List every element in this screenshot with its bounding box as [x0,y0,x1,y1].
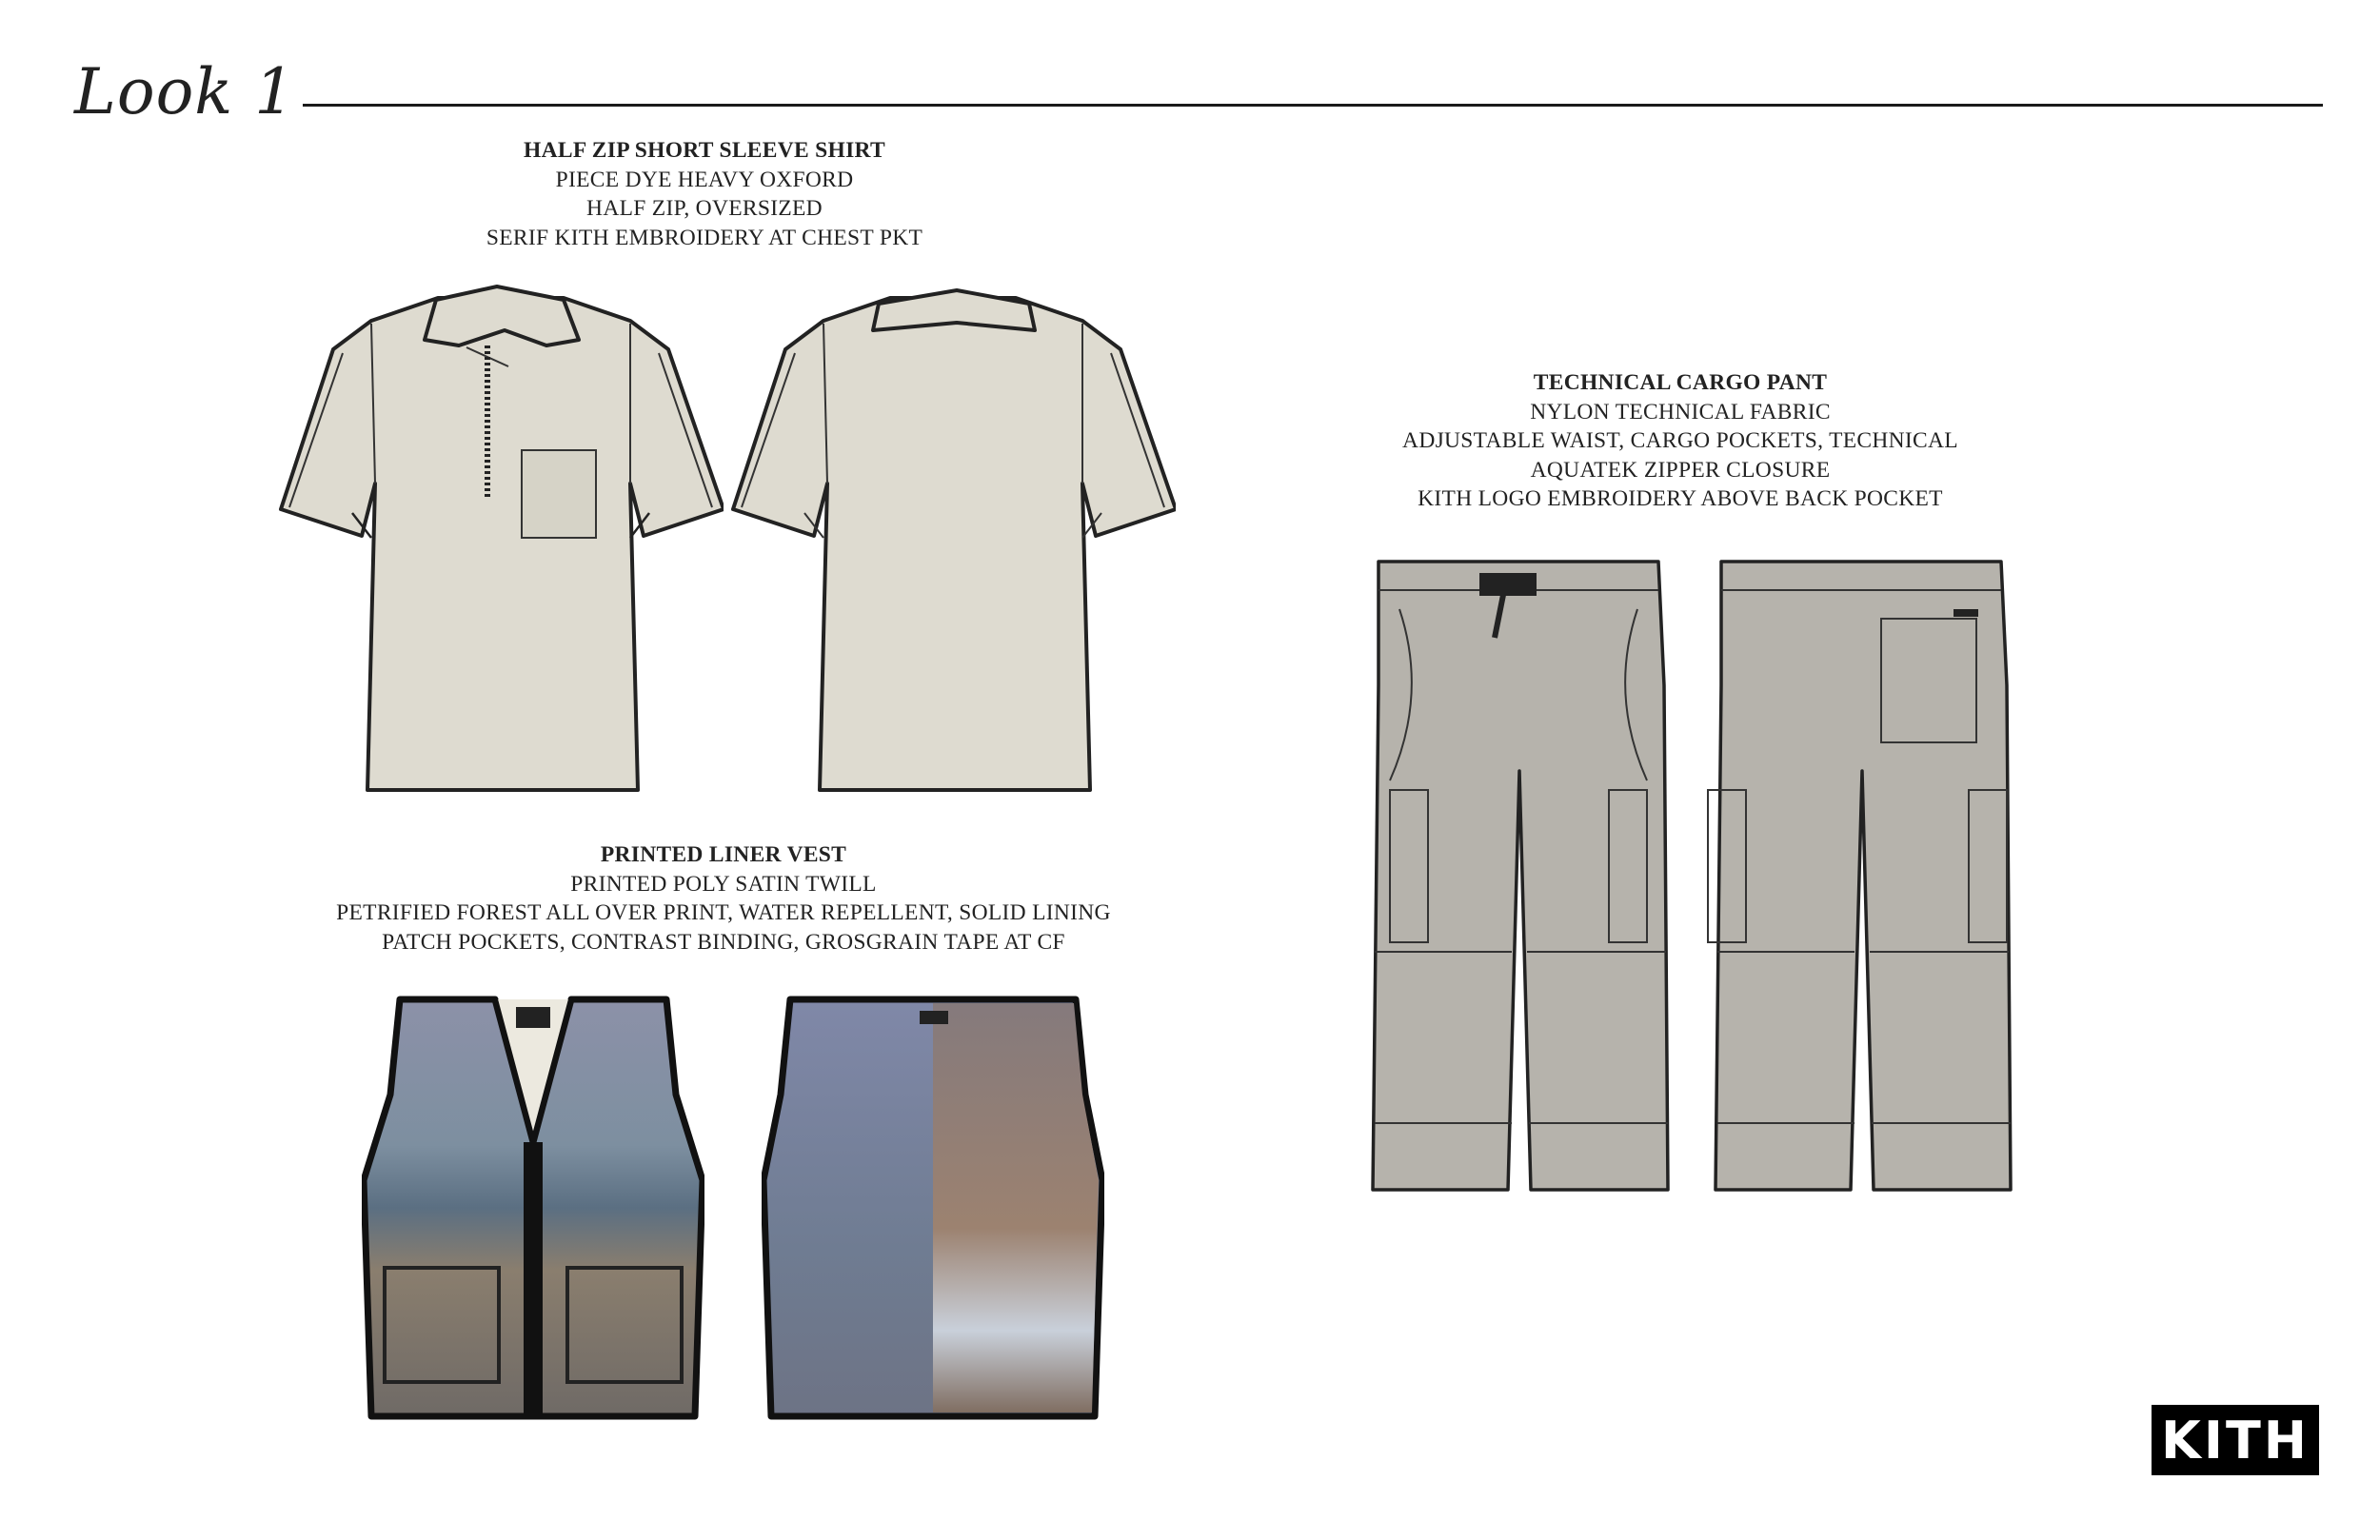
shirt-front-sketch [276,281,724,800]
vest-detail: PATCH POCKETS, CONTRAST BINDING, GROSGRAIN TAPE AT CF [382,929,1065,955]
vest-detail: PETRIFIED FOREST ALL OVER PRINT, WATER REPELLENT, SOLID LINING [336,900,1111,925]
shirt-name: HALF ZIP SHORT SLEEVE SHIRT [524,138,885,163]
pant-spec [1299,368,2061,514]
pant-front-sketch [1361,552,1676,1199]
shirt-spec [324,136,1085,252]
pant-name: TECHNICAL CARGO PANT [1533,370,1828,395]
vest-spec [200,840,1247,957]
shirt-back-sketch [728,281,1176,800]
pant-detail: NYLON TECHNICAL FABRIC [1530,399,1831,424]
brand-logo: KITH [2152,1405,2319,1475]
page-title: Look 1 [74,55,296,128]
pant-detail: ADJUSTABLE WAIST, CARGO POCKETS, TECHNICAL [1402,428,1958,453]
shirt-detail: PIECE DYE HEAVY OXFORD [555,167,854,192]
vest-detail: PRINTED POLY SATIN TWILL [570,871,877,897]
vest-front-sketch [362,990,704,1437]
title-divider [303,104,2323,107]
pant-back-sketch [1704,552,2018,1199]
shirt-detail: SERIF KITH EMBROIDERY AT CHEST PKT [486,225,923,250]
vest-name: PRINTED LINER VEST [600,842,847,867]
shirt-detail: HALF ZIP, OVERSIZED [586,196,823,221]
vest-back-sketch [762,990,1104,1437]
pant-detail: KITH LOGO EMBROIDERY ABOVE BACK POCKET [1418,486,1943,511]
pant-detail: AQUATEK ZIPPER CLOSURE [1530,457,1831,483]
